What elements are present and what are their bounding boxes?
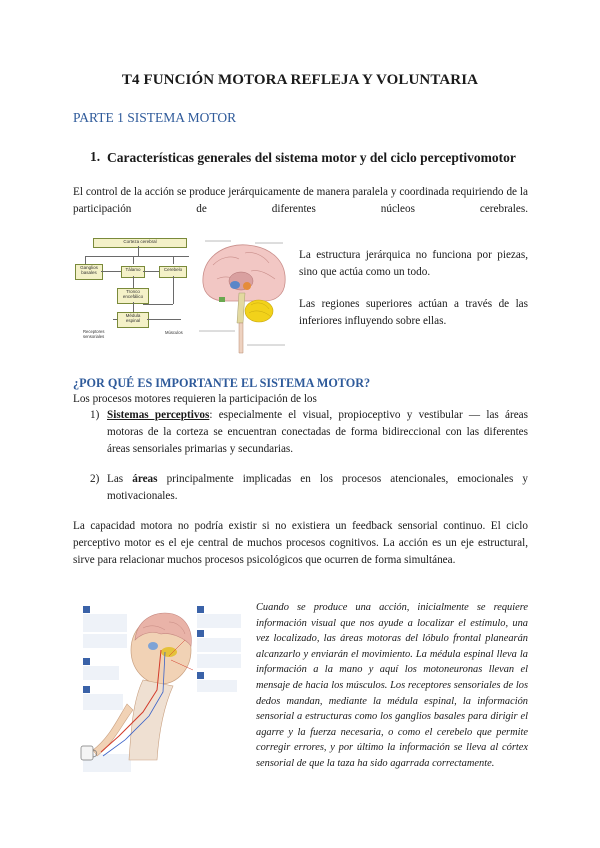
figure-caption-paragraph: Cuando se produce una acción, inicialmente se requiere información visual que nos ayude a localizar el estímulo, una vez localizado, las áreas motoras del lóbulo frontal planearán alcanzarlo y enviarán el movimiento. La médula espinal lleva la información a la mano y aquí los motoneuronas llevan el mensaje de hacia los músculos. Los receptores sensoriales de los dedos mandan, mediante la médula espinal, la información sensorial a estructuras como los ganglios basales para dirigir el agarre y la fuerza necesaria, o como el cerebelo que permite corregir errores, y por último la información se lleva al córtex sensorial de que la taza ha sido agarrada correctamente. xyxy=(256,602,528,769)
spinal-cord-box: Médula espinal xyxy=(117,312,149,328)
list-number-1: 1) xyxy=(90,409,100,421)
term-sistemas-perceptivos: Sistemas perceptivos xyxy=(107,409,210,421)
side-text-regions: Las regiones superiores actúan a través de las inferiores influyendo sobre ellas. xyxy=(299,298,528,327)
term-areas: áreas xyxy=(132,473,158,485)
sensory-receptors-label: Receptores sensoriales xyxy=(83,329,105,339)
feedback-paragraph: La capacidad motora no podría existir si no existiera un feedback sensorial continuo. El ciclo perceptivo motor es el eje central de muchos procesos cognitivos. La acción es un eje estructural, sirve para relacionar muchos procesos psicológicos que ocurren de forma simultánea. xyxy=(73,520,528,566)
cortex-box: Corteza cerebral xyxy=(93,238,187,248)
cerebellum-box: Cerebelo xyxy=(159,266,187,278)
brainstem-box: Tronco encefálico xyxy=(117,288,149,304)
list-intro: Los procesos motores requieren la participación de los xyxy=(73,393,317,405)
section-number: 1. xyxy=(90,149,101,164)
list-item-1 xyxy=(107,407,528,458)
item-1-text: : especialmente el visual, propioceptivo y vestibular — las áreas motoras de la corteza se encuentran conectadas de forma bidireccional con las diferentes áreas sensoriales primarias y secundarias. xyxy=(107,409,528,455)
document-title: T4 FUNCIÓN MOTORA REFLEJA Y VOLUNTARIA xyxy=(121,72,479,88)
section-heading: Características generales del sistema motor y del ciclo perceptivomotor xyxy=(107,150,516,165)
muscles-label: Músculos xyxy=(165,330,183,335)
item-2-pre: Las xyxy=(107,473,133,485)
motor-hierarchy-figure xyxy=(73,235,293,355)
question-heading: ¿POR QUÉ ES IMPORTANTE EL SISTEMA MOTOR? xyxy=(73,376,371,390)
side-text-hierarchy: La estructura jerárquica no funciona por piezas, sino que actúa como un todo. xyxy=(299,249,528,278)
item-2-text: principalmente implicadas en los procesos atencionales, emocionales y motivacionales. xyxy=(107,473,529,502)
thalamus-box: Tálamo xyxy=(121,266,145,278)
perception-action-cycle-figure xyxy=(73,600,245,778)
basal-ganglia-box: Ganglios basales xyxy=(75,264,103,280)
intro-paragraph: El control de la acción se produce jerárquicamente de manera paralela y coordinada requiriendo de la participación de diferentes núcleos cerebrales. xyxy=(73,186,528,215)
part-heading: PARTE 1 SISTEMA MOTOR xyxy=(73,110,237,125)
brain-sagittal-illustration xyxy=(195,235,293,355)
list-item-2 xyxy=(107,471,528,505)
list-number-2: 2) xyxy=(90,473,100,485)
